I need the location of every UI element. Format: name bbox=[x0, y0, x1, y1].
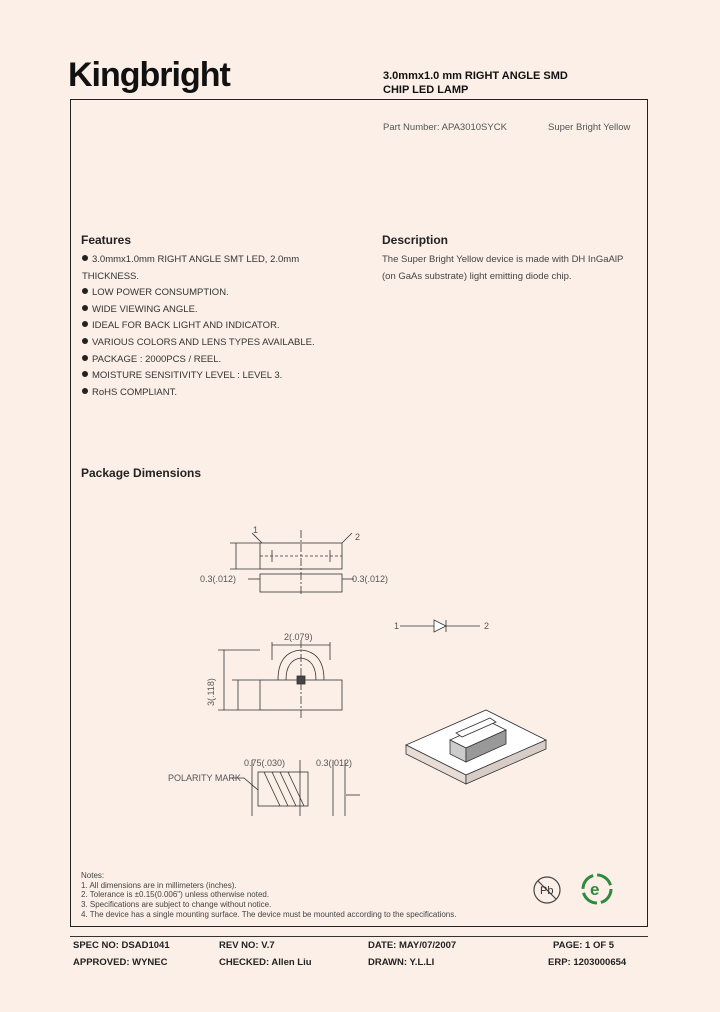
page-number: PAGE: 1 OF 5 bbox=[553, 940, 615, 951]
note-2: 2. Tolerance is ±0.15(0.006") unless otherwise noted. bbox=[81, 890, 270, 900]
list-item: 3.0mmx1.0mm RIGHT ANGLE SMT LED, 2.0mm bbox=[82, 252, 352, 269]
rohs-e-badge-icon bbox=[583, 875, 611, 903]
svg-text:e: e bbox=[590, 880, 600, 899]
part-color: Super Bright Yellow bbox=[548, 122, 631, 133]
checked-by: CHECKED: Allen Liu bbox=[219, 957, 312, 968]
package-dimensions-heading: Package Dimensions bbox=[81, 466, 202, 480]
dim-height-label: 3(.118) bbox=[206, 678, 216, 706]
svg-text:2: 2 bbox=[484, 621, 490, 631]
footer-divider bbox=[70, 936, 648, 937]
erp-number: ERP: 1203000654 bbox=[548, 957, 627, 968]
description-heading: Description bbox=[382, 233, 449, 247]
title-line-1: 3.0mmx1.0 mm RIGHT ANGLE SMD bbox=[383, 70, 568, 82]
brand-logo: Kingbright bbox=[68, 56, 230, 94]
isometric-view bbox=[406, 710, 546, 784]
rev-no: REV NO: V.7 bbox=[219, 940, 275, 951]
pin2-label: 2 bbox=[355, 532, 361, 542]
polarity-mark-label: POLARITY MARK bbox=[168, 773, 241, 783]
side-view bbox=[206, 632, 342, 720]
list-item-continuation: THICKNESS. bbox=[82, 270, 140, 282]
note-3: 3. Specifications are subject to change without notice. bbox=[81, 900, 272, 910]
dim-right-label: 0.3(.012) bbox=[352, 574, 389, 584]
dim-left-label: 0.3(.012) bbox=[200, 574, 237, 584]
top-view bbox=[200, 525, 388, 595]
dim-pad2-label: 0.3(.012) bbox=[316, 758, 353, 768]
part-number: Part Number: APA3010SYCK bbox=[383, 122, 507, 133]
date: DATE: MAY/07/2007 bbox=[368, 940, 457, 951]
svg-text:Pb: Pb bbox=[540, 885, 554, 897]
pin1-label: 1 bbox=[253, 525, 259, 535]
bottom-view bbox=[168, 758, 360, 816]
note-4: 4. The device has a single mounting surface. The device must be mounted according to the specifications. bbox=[81, 909, 457, 919]
spec-no: SPEC NO: DSAD1041 bbox=[73, 940, 170, 951]
list-item: MOISTURE SENSITIVITY LEVEL : LEVEL 3. bbox=[82, 368, 352, 385]
list-item: VARIOUS COLORS AND LENS TYPES AVAILABLE. bbox=[82, 335, 352, 352]
features-heading: Features bbox=[81, 233, 132, 247]
pb-free-badge-icon bbox=[534, 877, 560, 903]
notes bbox=[81, 871, 456, 920]
list-item: WIDE VIEWING ANGLE. bbox=[82, 302, 352, 319]
note-1: 1. All dimensions are in millimeters (inches). bbox=[81, 880, 237, 890]
dim-pad-label: 0.75(.030) bbox=[244, 758, 286, 768]
svg-text:1: 1 bbox=[394, 621, 400, 631]
dim-top-label: 2(.079) bbox=[284, 632, 313, 642]
approved-by: APPROVED: WYNEC bbox=[73, 957, 168, 968]
diode-symbol-icon bbox=[394, 620, 489, 632]
description-text: The Super Bright Yellow device is made with DH InGaAlP (on GaAs substrate) light emitting diode chip. bbox=[382, 254, 624, 282]
list-item: LOW POWER CONSUMPTION. bbox=[82, 285, 352, 302]
list-item: RoHS COMPLIANT. bbox=[82, 385, 352, 402]
list-item: IDEAL FOR BACK LIGHT AND INDICATOR. bbox=[82, 318, 352, 335]
title-line-2: CHIP LED LAMP bbox=[383, 84, 469, 96]
drawn-by: DRAWN: Y.L.LI bbox=[368, 957, 435, 968]
notes-title: Notes: bbox=[81, 871, 105, 880]
list-item: PACKAGE : 2000PCS / REEL. bbox=[82, 352, 352, 369]
